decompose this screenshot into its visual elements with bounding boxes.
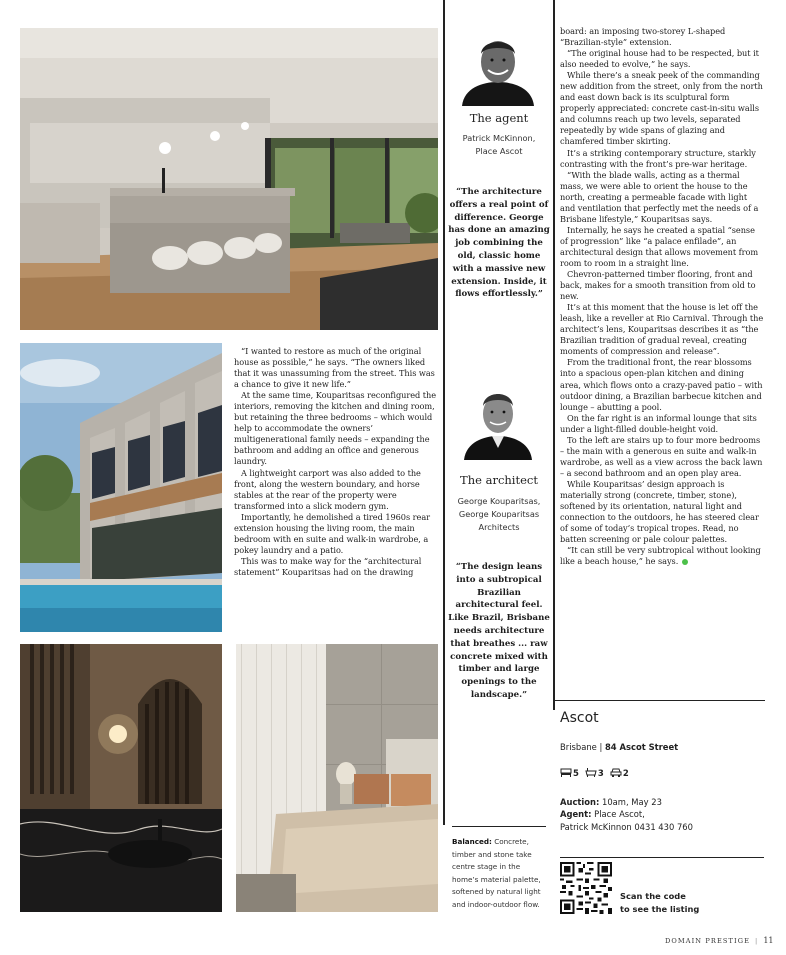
agent-line — [560, 808, 693, 820]
agent-company: Place Ascot — [475, 146, 523, 156]
auction-value: 10am, May 23 — [599, 797, 662, 807]
kitchen-photo — [20, 28, 438, 330]
listing-features — [560, 767, 629, 780]
architect-title: The architect — [460, 473, 538, 487]
listing-rule-bottom — [560, 857, 764, 858]
listing-suburb: Ascot — [560, 710, 599, 726]
car-icon — [610, 767, 622, 780]
bath-icon — [585, 767, 597, 780]
auction-line — [560, 796, 693, 808]
article-column-middle — [234, 346, 440, 578]
scan-line-1: Scan the code — [620, 891, 686, 901]
agent-title: The agent — [469, 111, 529, 125]
qr-code-icon[interactable] — [560, 862, 612, 914]
listing-city: Brisbane — [560, 742, 597, 752]
article-paragraph: Chevron-patterned timber flooring, front and back, makes for a smooth transition from old to new. — [560, 269, 756, 302]
auction-label: Auction: — [560, 797, 600, 807]
bathrooms-feature — [585, 767, 604, 780]
article-closing-quote: “It can still be very subtropical without looking like a beach house,” he says. — [560, 545, 761, 567]
agent-value: Place Ascot, — [591, 809, 645, 820]
caption-text: Concrete, timber and stone take centre stage in the home’s material palette, softened by natural light and indoor-outdoor flow. — [452, 837, 541, 909]
bathrooms-count: 3 — [597, 768, 604, 779]
agent-contact: Patrick McKinnon 0431 430 760 — [560, 821, 693, 832]
bedrooms-count: 5 — [573, 768, 579, 779]
parking-feature — [610, 767, 629, 780]
article-paragraph: On the far right is an informal lounge that sits under a light-filled double-height void. — [560, 412, 757, 434]
architect-name: George Kouparitsas, — [457, 496, 541, 506]
article-paragraph — [560, 545, 764, 567]
scan-instructions — [620, 890, 699, 916]
agent-label: Agent: — [560, 809, 592, 820]
listing-address — [560, 742, 678, 752]
article-paragraph: “The original house had to be respected, but it also needed to evolve,” he says. — [560, 48, 759, 70]
architect-company: George Kouparitsas Architects — [458, 509, 540, 532]
caption-lead: Balanced: — [452, 837, 492, 846]
listing-rule — [553, 700, 765, 701]
exterior-photo — [20, 343, 222, 632]
listing-details — [560, 796, 693, 833]
agent-name: Patrick McKinnon, — [462, 133, 536, 143]
article-paragraph: This was to make way for the “architectural statement” Kouparitsas had on the drawing — [234, 555, 422, 577]
listing-street: 84 Ascot Street — [604, 742, 679, 752]
scan-line-2: to see the listing — [620, 903, 700, 914]
bedroom-photo — [236, 644, 438, 912]
article-paragraph: Importantly, he demolished a tired 1960s rear extension housing the living room, the main bedroom with en suite and walk-in wardrobe, a pokey laundry and a patio. — [234, 511, 431, 555]
end-mark-icon — [682, 559, 688, 565]
article-paragraph: Internally, he says he created a spatial “sense of progression” like “a palace enfilade”, an architectural design that allows movement from room to room in a straight line. — [560, 224, 759, 268]
address-separator: | — [596, 742, 605, 752]
article-paragraph: At the same time, Kouparitsas reconfigured the interiors, removing the kitchen and dining room, but retaining the three bedrooms – which would help to accommodate the owners’ multigenerational family needs – expanding the bathroom and adding an office and generous laundry. — [234, 390, 437, 467]
article-paragraph: “I wanted to restore as much of the original house as possible,” he says. “The owners liked that it was unassuming from the street. This was a chance to give it new life.” — [234, 346, 435, 390]
article-paragraph: It’s a striking contemporary structure, starkly contrasting with the front’s pre-war heritage. — [560, 147, 756, 169]
publication-name: DOMAIN PRESTIGE — [665, 937, 750, 945]
parking-count: 2 — [622, 768, 629, 779]
article-paragraph: “With the blade walls, acting as a thermal mass, we were able to orient the house to the north, creating a permeable facade with light and ventilation that perfectly met the needs of a Brisbane lifestyle,” Kouparitsas says. — [560, 169, 759, 224]
agent-portrait — [452, 26, 544, 106]
article-paragraph: It’s at this moment that the house is let off the leash, like a reveller at Rio Carnival. Through the architect’s lens, Kouparitsas describes it as “the Brazilian tradition of gradual reveal, creating moments of compression and release”. — [560, 302, 764, 357]
bed-icon — [560, 767, 572, 780]
article-paragraph: A lightweight carport was also added to the front, along the western boundary, and horse stables at the rear of the property were transformed into a slick modern gym. — [234, 467, 421, 511]
article-paragraph: board: an imposing two-storey L-shaped “Brazilian-style” extension. — [560, 26, 726, 48]
article-paragraph: While Kouparitsas’ design approach is materially strong (concrete, timber, stone), softened by its orientation, natural light and connection to the outdoors, he has steered clear of some of today’s tropical tropes. Read, no batten screening or pale colour palettes. — [560, 478, 759, 545]
architect-portrait — [452, 376, 544, 460]
caption-rule — [452, 826, 546, 827]
agent-quote: “The architecture offers a real point of difference. George has done an amazing job combining the old, classic home with a massive new extension. Inside, it flows effortlessly.” — [448, 187, 550, 300]
article-paragraph: While there’s a sneak peek of the commanding new addition from the street, only from the north and east down back is its sculptural form properly appreciated: concrete cast-in-situ walls and columns reach up two levels, separated repeatedly by wide spans of glazing and chamfered timber skirting. — [560, 70, 763, 147]
article-paragraph: To the left are stairs up to four more bedrooms – the main with a generous en suite and walk-in wardrobe, as well as a view across the back lawn – a second bathroom and an open play area. — [560, 434, 763, 478]
page-number: 11 — [763, 936, 774, 945]
footer-separator: | — [755, 937, 759, 945]
architect-quote: “The design leans into a subtropical Brazilian architectural feel. Like Brazil, Brisbane needs architecture that breathes ... raw concrete mixed with timber and large openings to the landscape.” — [448, 562, 550, 700]
bathroom-photo — [20, 644, 222, 912]
article-column-right — [560, 26, 764, 567]
bedrooms-feature — [560, 767, 579, 780]
sidebar-divider-right — [553, 0, 555, 710]
article-paragraph: From the traditional front, the rear blossoms into a spacious open-plan kitchen and dining area, which flows onto a crazy-paved patio – with outdoor dining, a Brazilian barbecue kitchen and lounge – abutting a pool. — [560, 357, 763, 412]
photo-caption — [452, 836, 548, 912]
page-footer — [665, 936, 774, 945]
